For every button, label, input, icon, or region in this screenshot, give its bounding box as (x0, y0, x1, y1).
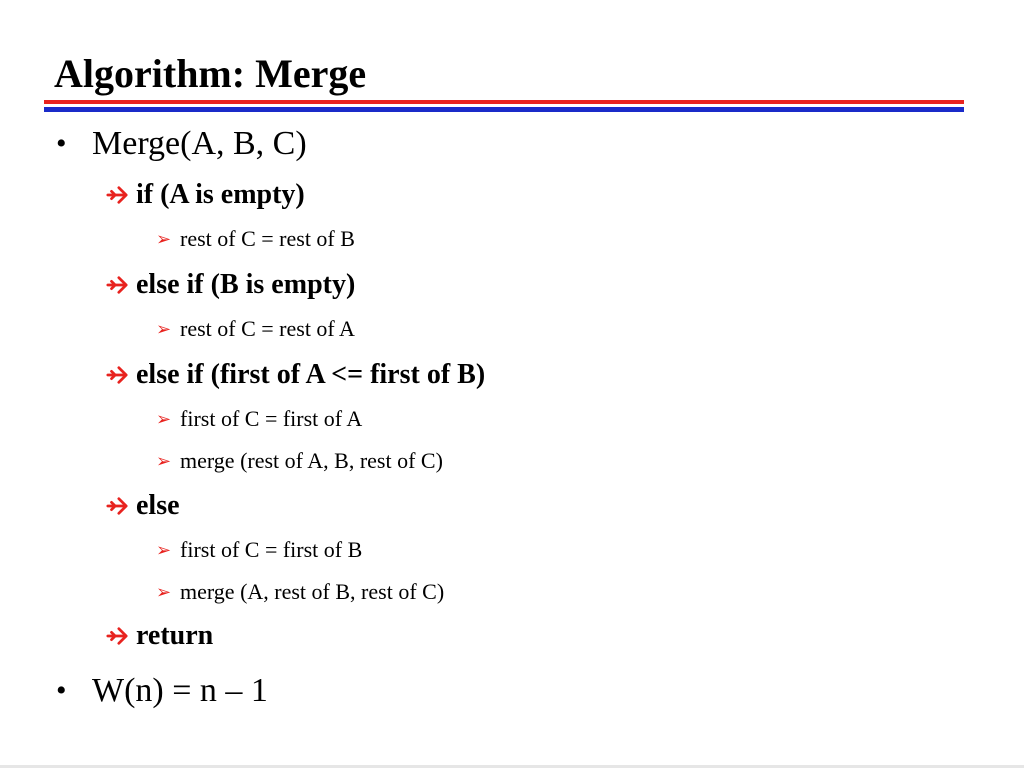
bullet-item (106, 487, 180, 525)
bullet-item (106, 266, 355, 304)
bullet-item (106, 176, 305, 214)
airplane-bullet-icon (106, 495, 136, 517)
bullet-item (156, 404, 362, 434)
bullet-item (156, 314, 355, 344)
bullet-item (156, 577, 444, 607)
bullet-text: else if (B is empty) (136, 269, 356, 300)
bullet-text: W(n) = n – 1 (92, 672, 268, 709)
airplane-bullet-icon (106, 364, 136, 386)
bullet-text: merge (rest of A, B, rest of C) (180, 448, 443, 473)
bullet-text: rest of C = rest of A (180, 316, 355, 341)
bullet-text: Merge(A, B, C) (92, 125, 307, 162)
airplane-bullet-icon (106, 184, 136, 206)
bullet-item (106, 356, 485, 394)
airplane-bullet-icon (106, 625, 136, 647)
arrowhead-bullet-icon: ➢ (156, 408, 172, 429)
bullet-text: if (A is empty) (136, 179, 305, 210)
bullet-text: else if (first of A <= first of B) (136, 359, 486, 390)
dot-bullet-icon: • (56, 127, 67, 160)
bullet-item (156, 224, 355, 254)
arrowhead-bullet-icon: ➢ (156, 539, 172, 560)
bullet-text: first of C = first of B (180, 537, 363, 562)
bullet-item (156, 446, 443, 476)
bullet-item (56, 669, 268, 713)
bullet-text: first of C = first of A (180, 406, 363, 431)
arrowhead-bullet-icon: ➢ (156, 450, 172, 471)
dot-bullet-icon: • (56, 674, 67, 707)
bullet-item (56, 122, 307, 166)
bullet-item (156, 535, 362, 565)
bullet-text: else (136, 490, 180, 521)
slide-title: Algorithm: Merge (54, 51, 367, 96)
bullet-text: return (136, 620, 214, 651)
bullet-item (106, 617, 213, 655)
bullet-text: rest of C = rest of B (180, 226, 355, 251)
title-divider-blue (44, 107, 964, 112)
title-divider-red (44, 100, 964, 104)
arrowhead-bullet-icon: ➢ (156, 228, 172, 249)
arrowhead-bullet-icon: ➢ (156, 581, 172, 602)
arrowhead-bullet-icon: ➢ (156, 318, 172, 339)
airplane-bullet-icon (106, 274, 136, 296)
bullet-text: merge (A, rest of B, rest of C) (180, 579, 445, 604)
